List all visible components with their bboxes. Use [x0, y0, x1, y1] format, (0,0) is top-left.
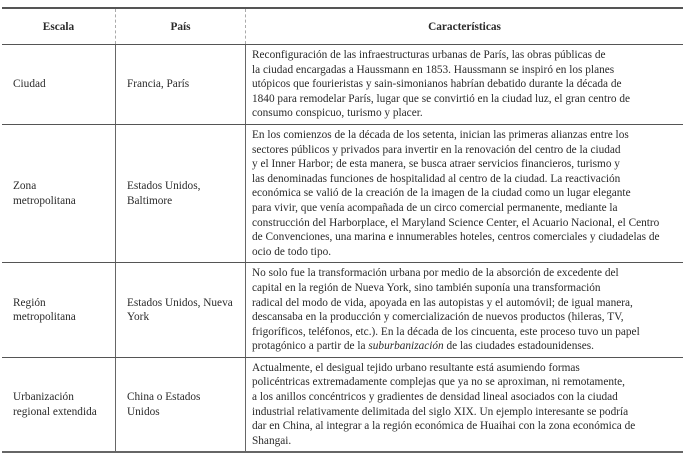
description-line: frigoríficos, teléfonos, etc.). En la década de los cincuenta, este proceso tuvo un papel — [252, 325, 640, 338]
pais-text: Estados Unidos, — [127, 180, 201, 193]
text-segment: protagónico a partir de la — [252, 340, 369, 353]
pais-text: Estados Unidos, Nueva — [127, 296, 233, 309]
header-caracteristicas: Características — [245, 9, 683, 44]
cell-caracteristicas — [245, 263, 683, 357]
description-line: utópicos que fourieristas y sain-simonianos habrían debatido durante la década de — [252, 78, 622, 91]
cell-pais — [115, 263, 245, 357]
description-line: sectores públicos y privados para invertir en la renovación del centro de la ciudad — [252, 143, 621, 156]
italic-term: suburbanización — [368, 340, 444, 353]
pais-text: China o Estados — [127, 391, 201, 404]
scales-table — [2, 7, 683, 453]
description-line: ocio de todo tipo. — [252, 245, 332, 258]
description-line: En los comienzos de la década de los setenta, inician las primeras alianzas entre los — [252, 128, 629, 141]
pais-text: Unidos — [127, 405, 160, 418]
description-line: policéntricas extremadamente complejas que ya no se aproximan, ni remotamente, — [252, 376, 625, 389]
table-row — [2, 125, 683, 263]
description-line: Shangai. — [252, 434, 292, 447]
pais-text: York — [127, 311, 150, 324]
description-line: la ciudad encargadas a Haussmann en 1853. Haussmann se inspiró en los planes — [252, 63, 615, 76]
cell-pais — [115, 125, 245, 262]
description-line: y el Inner Harbor; de esta manera, se busca atraer servicios financieros, turismo y — [252, 158, 620, 171]
description-line: las denominadas funciones de hospitalidad al centro de la ciudad. La reactivación — [252, 172, 621, 185]
description-line: industrial relativamente delimitada del siglo XIX. Un ejemplo interesante se podría — [252, 405, 629, 418]
pais-text: Francia, París — [127, 78, 190, 91]
escala-text: Ciudad — [13, 78, 46, 91]
description-line: construcción del Harborplace, el Maryland Science Center, el Acuario Nacional, el Centro — [252, 216, 660, 229]
escala-text: metropolitana — [13, 311, 76, 324]
pais-text: Baltimore — [127, 194, 173, 207]
cell-caracteristicas — [245, 358, 683, 452]
description-line: Actualmente, el desigual tejido urbano resultante está asumiendo formas — [252, 361, 580, 374]
description-line: económica se valió de la creación de la imagen de la ciudad como un lugar elegante — [252, 187, 631, 200]
escala-text: Región — [13, 296, 46, 309]
description-line: Reconfiguración de las infraestructuras urbanas de París, las obras públicas de — [252, 49, 606, 61]
header-escala: Escala — [42, 20, 75, 33]
cell-pais — [115, 45, 245, 124]
description-line: 1840 para remodelar París, lugar que se convirtió en la ciudad luz, el gran centro de — [252, 92, 630, 105]
cell-caracteristicas — [245, 45, 683, 124]
description-line: dar en China, al integrar a la región económica de Huaihai con la zona económica de — [252, 420, 636, 433]
description-line — [252, 339, 683, 354]
description-line: de Convenciones, una marina e innumerables hoteles, centros comerciales y ciudadelas de — [252, 231, 660, 244]
description-line: radical del modo de vida, apoyada en las autopistas y el automóvil; de igual manera, — [252, 296, 633, 309]
description-line: capital en la región de Nueva York, sino también suponía una transformación — [252, 281, 601, 294]
escala-text: Zona — [13, 180, 37, 193]
header-pais: País — [115, 9, 245, 44]
description-line: descansaba en la producción y comercialización de nuevos productos (hileras, TV, — [252, 311, 624, 324]
table-header — [2, 9, 683, 45]
table-row — [2, 358, 683, 452]
description-line: consumo conspicuo, turismo y placer. — [252, 107, 423, 120]
cell-escala — [2, 45, 115, 124]
escala-text: Urbanización — [13, 391, 74, 404]
cell-caracteristicas — [245, 125, 683, 262]
cell-escala — [2, 358, 115, 452]
text-segment: de las ciudades estadounidenses. — [443, 340, 594, 353]
description-line: No solo fue la transformación urbana por medio de la absorción de excedente del — [252, 267, 619, 280]
table-row — [2, 263, 683, 358]
cell-escala — [2, 263, 115, 357]
description-line: para vivir, que venía acompañada de un circo comercial permanente, mediante la — [252, 201, 618, 214]
escala-text: regional extendida — [13, 405, 97, 418]
table-row — [2, 45, 683, 125]
cell-escala — [2, 125, 115, 262]
cell-pais — [115, 358, 245, 452]
description-line: a los anillos concéntricos y gradientes de densidad lineal asociados con la ciudad — [252, 391, 618, 404]
escala-text: metropolitana — [13, 194, 76, 207]
